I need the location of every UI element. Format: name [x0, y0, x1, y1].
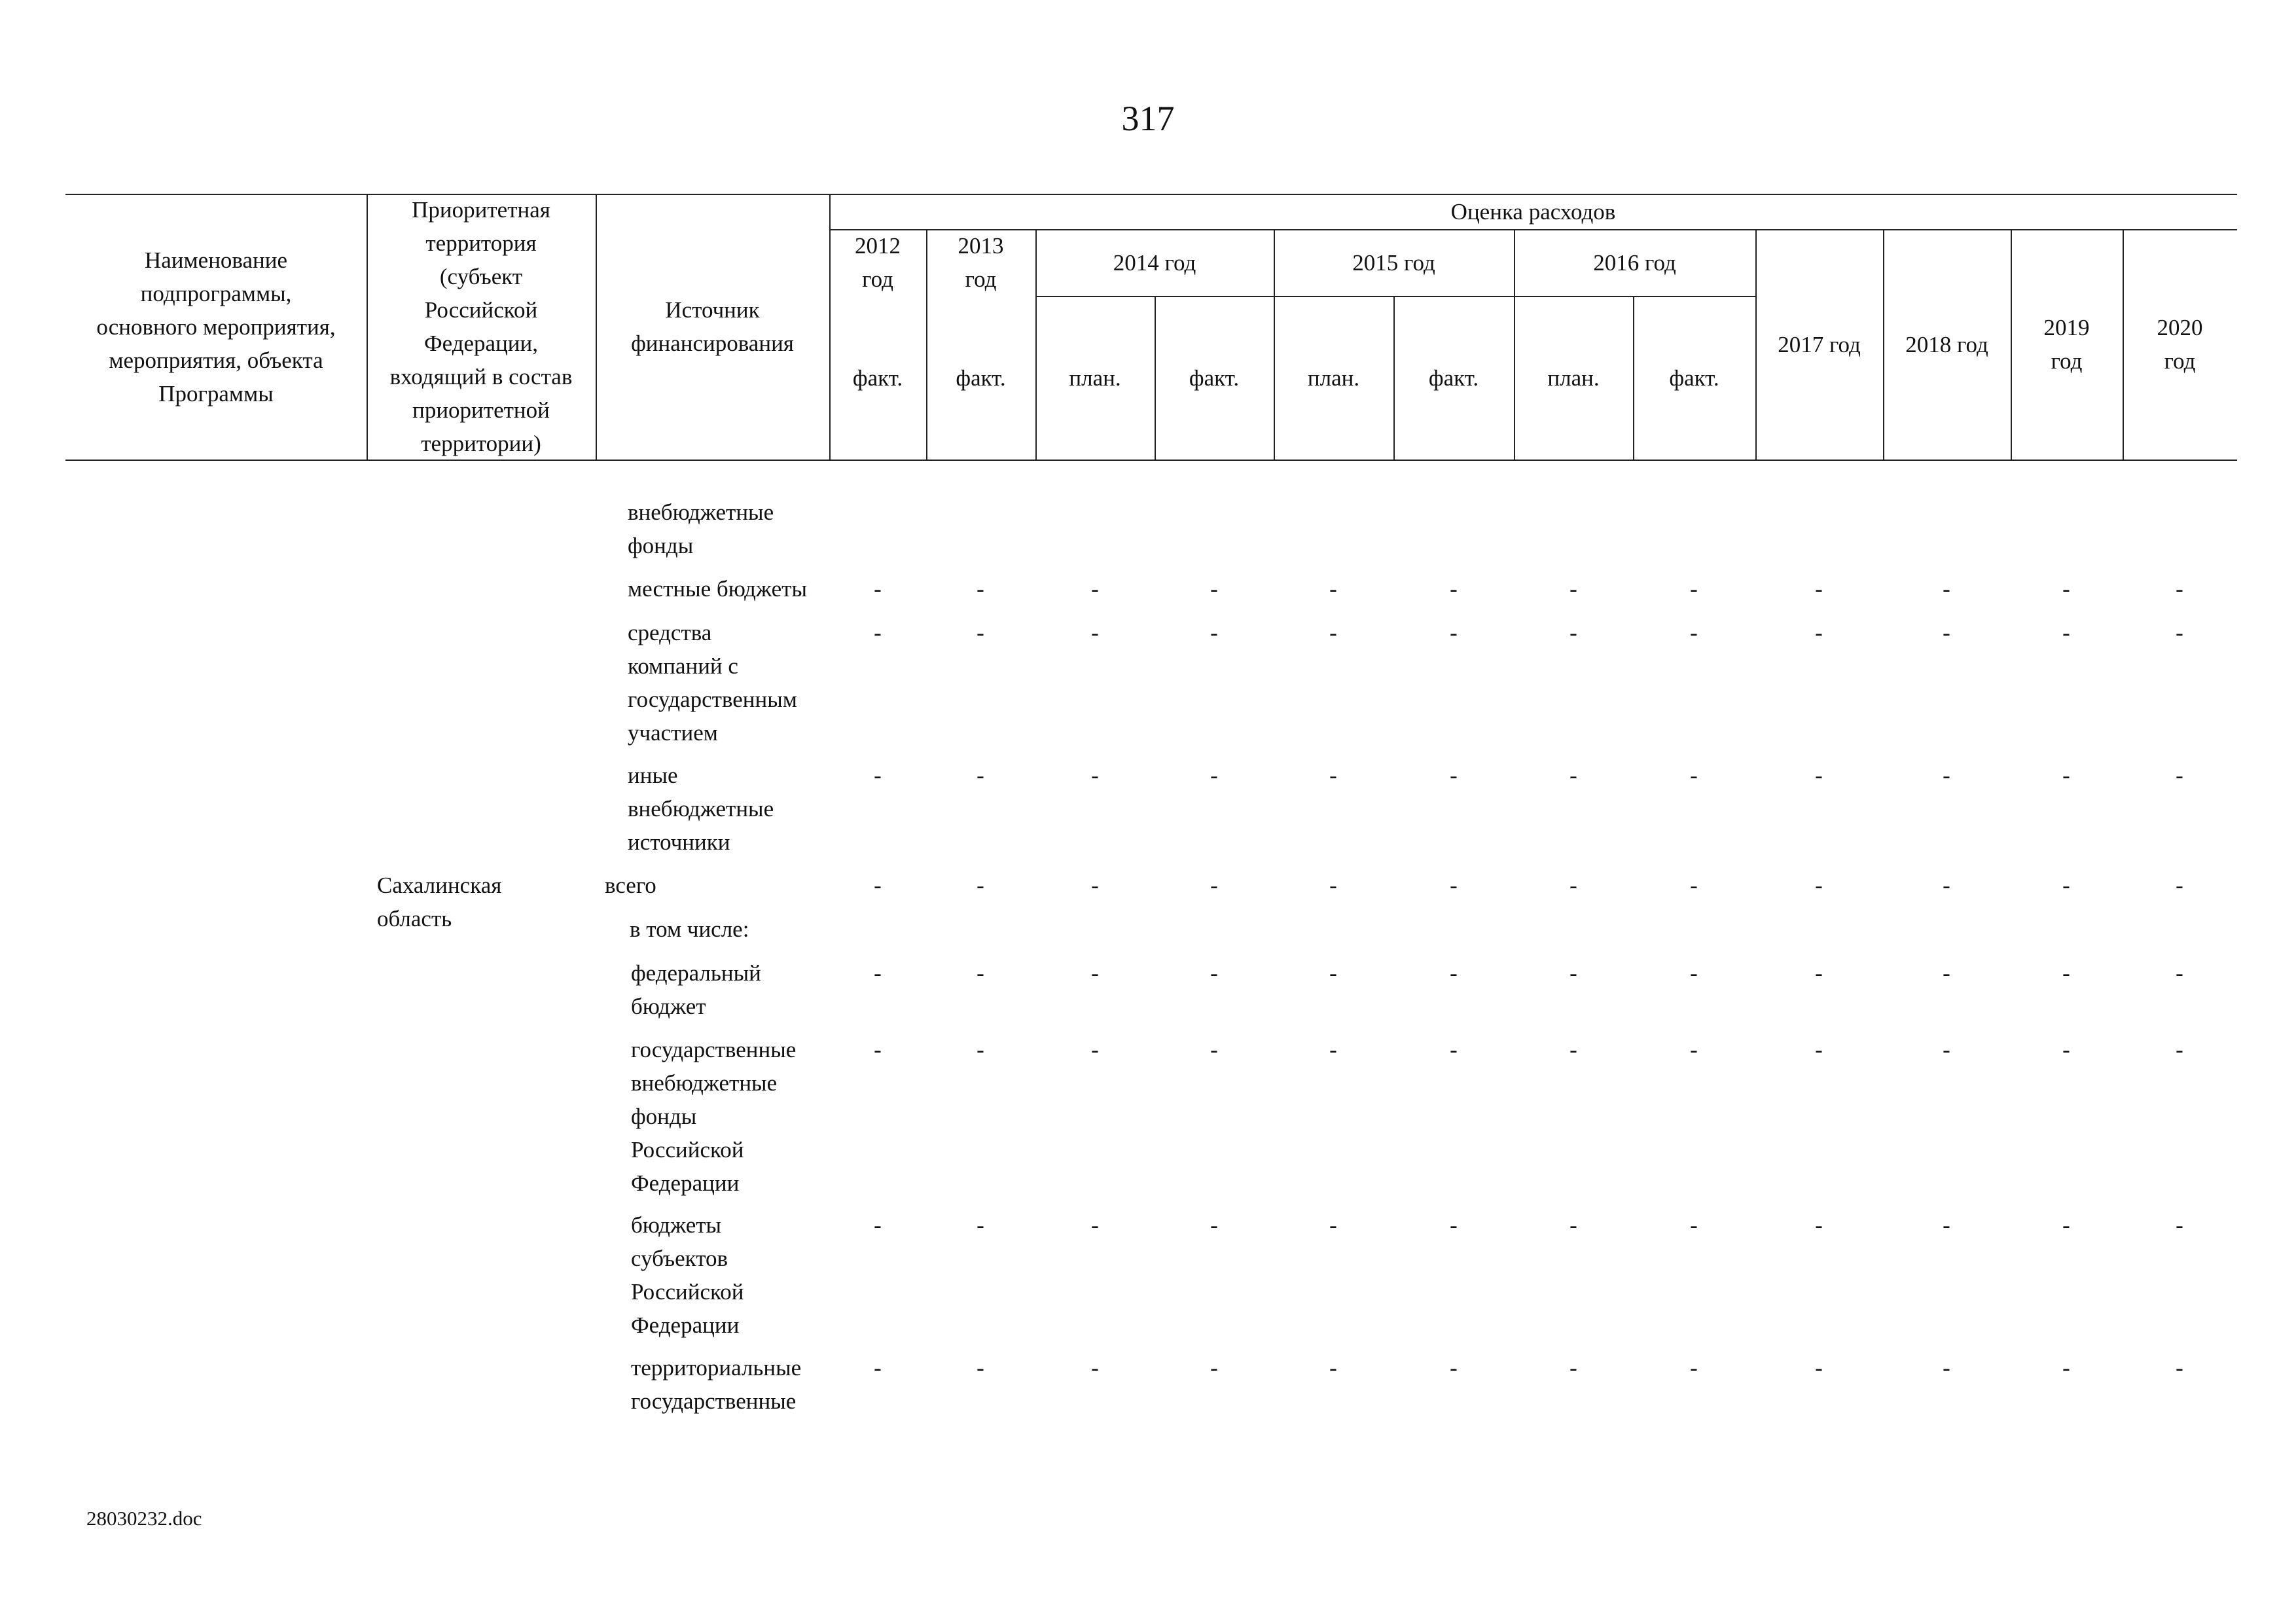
value-cell: -: [874, 960, 882, 986]
source-row-6: федеральный бюджет: [631, 960, 761, 1019]
header-2013-fact: факт.: [956, 365, 1006, 391]
header-2015-fact: факт.: [1428, 365, 1479, 391]
value-cell: -: [1690, 763, 1698, 788]
value-cell: -: [2176, 620, 2183, 645]
value-cell: -: [1690, 1212, 1698, 1238]
source-row-0: внебюджетные фонды: [628, 499, 774, 558]
value-cell: -: [874, 1212, 882, 1238]
source-row-5: в том числе:: [630, 916, 749, 942]
value-cell: -: [2176, 1037, 2183, 1062]
value-cell: -: [1091, 960, 1099, 986]
value-cell: -: [1210, 1212, 1218, 1238]
value-cell: -: [1570, 873, 1577, 898]
value-cell: -: [2062, 620, 2070, 645]
value-cell: -: [1210, 763, 1218, 788]
header-2013: 2013 год: [958, 233, 1004, 292]
value-cell: -: [1450, 1037, 1458, 1062]
value-cell: -: [1329, 1037, 1337, 1062]
value-cell: -: [1450, 873, 1458, 898]
value-cell: -: [977, 873, 984, 898]
header-2016: 2016 год: [1593, 249, 1676, 276]
value-cell: -: [874, 1037, 882, 1062]
value-cell: -: [1815, 1355, 1823, 1380]
value-cell: -: [2176, 1355, 2183, 1380]
value-cell: -: [977, 1355, 984, 1380]
source-row-4: всего: [605, 873, 656, 898]
value-cell: -: [1210, 576, 1218, 602]
footer-filename: 28030232.doc: [86, 1507, 202, 1530]
value-cell: -: [2062, 576, 2070, 602]
value-cell: -: [1943, 960, 1950, 986]
value-cell: -: [1815, 873, 1823, 898]
value-cell: -: [2062, 873, 2070, 898]
value-cell: -: [2176, 960, 2183, 986]
value-cell: -: [1815, 620, 1823, 645]
value-cell: -: [1815, 1212, 1823, 1238]
header-expenses: Оценка расходов: [1450, 198, 1616, 225]
value-cell: -: [977, 1212, 984, 1238]
territory-label: Сахалинская область: [377, 873, 502, 931]
header-2016-fact: факт.: [1669, 365, 1719, 391]
header-name: Наименование подпрограммы, основного мероприятия, мероприятия, объекта Программы: [96, 247, 336, 406]
value-cell: -: [1943, 620, 1950, 645]
header-2020: 2020 год: [2157, 315, 2203, 374]
value-cell: -: [1210, 1355, 1218, 1380]
value-cell: -: [2176, 763, 2183, 788]
value-cell: -: [1570, 620, 1577, 645]
value-cell: -: [1091, 763, 1099, 788]
value-cell: -: [1450, 576, 1458, 602]
value-cell: -: [977, 960, 984, 986]
value-cell: -: [2176, 1212, 2183, 1238]
value-cell: -: [1815, 960, 1823, 986]
value-cell: -: [1091, 1355, 1099, 1380]
header-2019: 2019 год: [2043, 315, 2090, 374]
value-cell: -: [1690, 873, 1698, 898]
value-cell: -: [977, 1037, 984, 1062]
source-row-8: бюджеты субъектов Российской Федерации: [631, 1212, 744, 1338]
value-cell: -: [2062, 1212, 2070, 1238]
source-row-1: местные бюджеты: [628, 576, 807, 602]
value-cell: -: [874, 1355, 882, 1380]
value-cell: -: [1450, 1212, 1458, 1238]
value-cell: -: [1329, 873, 1337, 898]
value-cell: -: [874, 873, 882, 898]
value-cell: -: [1450, 620, 1458, 645]
header-2012: 2012 год: [855, 233, 901, 292]
value-cell: -: [1091, 1212, 1099, 1238]
value-cell: -: [1815, 576, 1823, 602]
value-cell: -: [1570, 763, 1577, 788]
value-cell: -: [1943, 1037, 1950, 1062]
value-cell: -: [1210, 960, 1218, 986]
header-2015-plan: план.: [1307, 365, 1360, 391]
value-cell: -: [1450, 763, 1458, 788]
header-territory: Приоритетная территория (субъект Российской Федерации, входящий в состав приоритетной территории): [389, 197, 573, 456]
value-cell: -: [1943, 873, 1950, 898]
source-row-7: государственные внебюджетные фонды Российской Федерации: [631, 1037, 797, 1196]
value-cell: -: [874, 763, 882, 788]
value-cell: -: [1570, 1212, 1577, 1238]
value-cell: -: [1329, 1212, 1337, 1238]
value-cell: -: [1091, 873, 1099, 898]
source-row-2: средства компаний с государственным участием: [628, 620, 797, 746]
value-cell: -: [1570, 960, 1577, 986]
value-cell: -: [1943, 1212, 1950, 1238]
value-cell: -: [1690, 620, 1698, 645]
value-cell: -: [977, 576, 984, 602]
value-cell: -: [1329, 960, 1337, 986]
value-cell: -: [1450, 960, 1458, 986]
value-cell: -: [1690, 1037, 1698, 1062]
value-cell: -: [2062, 763, 2070, 788]
value-cell: -: [2176, 873, 2183, 898]
value-cell: -: [1570, 1037, 1577, 1062]
value-cell: -: [1943, 576, 1950, 602]
source-row-3: иные внебюджетные источники: [628, 763, 774, 855]
value-cell: -: [1815, 1037, 1823, 1062]
page-number: 317: [1121, 99, 1175, 138]
value-cell: -: [2176, 576, 2183, 602]
value-cell: -: [1091, 620, 1099, 645]
value-cell: -: [977, 620, 984, 645]
value-cell: -: [874, 620, 882, 645]
value-cell: -: [1570, 1355, 1577, 1380]
value-cell: -: [2062, 960, 2070, 986]
value-cell: -: [977, 763, 984, 788]
header-2018: 2018 год: [1905, 331, 1988, 357]
header-2014-plan: план.: [1069, 365, 1121, 391]
value-cell: -: [1570, 576, 1577, 602]
value-cell: -: [874, 576, 882, 602]
value-cell: -: [2062, 1355, 2070, 1380]
value-cell: -: [1690, 960, 1698, 986]
value-cell: -: [1091, 1037, 1099, 1062]
value-cell: -: [1943, 1355, 1950, 1380]
header-source: Источник финансирования: [631, 297, 794, 356]
value-cell: -: [1815, 763, 1823, 788]
value-cell: -: [1210, 620, 1218, 645]
value-cell: -: [1329, 620, 1337, 645]
value-cell: -: [1329, 763, 1337, 788]
value-cell: -: [1690, 576, 1698, 602]
value-cell: -: [1690, 1355, 1698, 1380]
header-2014: 2014 год: [1113, 249, 1196, 276]
value-cell: -: [1210, 1037, 1218, 1062]
value-cell: -: [1329, 1355, 1337, 1380]
value-cell: -: [1210, 873, 1218, 898]
value-cell: -: [2062, 1037, 2070, 1062]
value-cell: -: [1450, 1355, 1458, 1380]
header-2017: 2017 год: [1778, 331, 1861, 357]
source-row-9: территориальные государственные: [631, 1355, 802, 1414]
value-cell: -: [1091, 576, 1099, 602]
header-2014-fact: факт.: [1189, 365, 1240, 391]
header-2015: 2015 год: [1352, 249, 1435, 276]
value-cell: -: [1943, 763, 1950, 788]
value-cell: -: [1329, 576, 1337, 602]
header-2012-fact: факт.: [852, 365, 903, 391]
header-2016-plan: план.: [1547, 365, 1600, 391]
